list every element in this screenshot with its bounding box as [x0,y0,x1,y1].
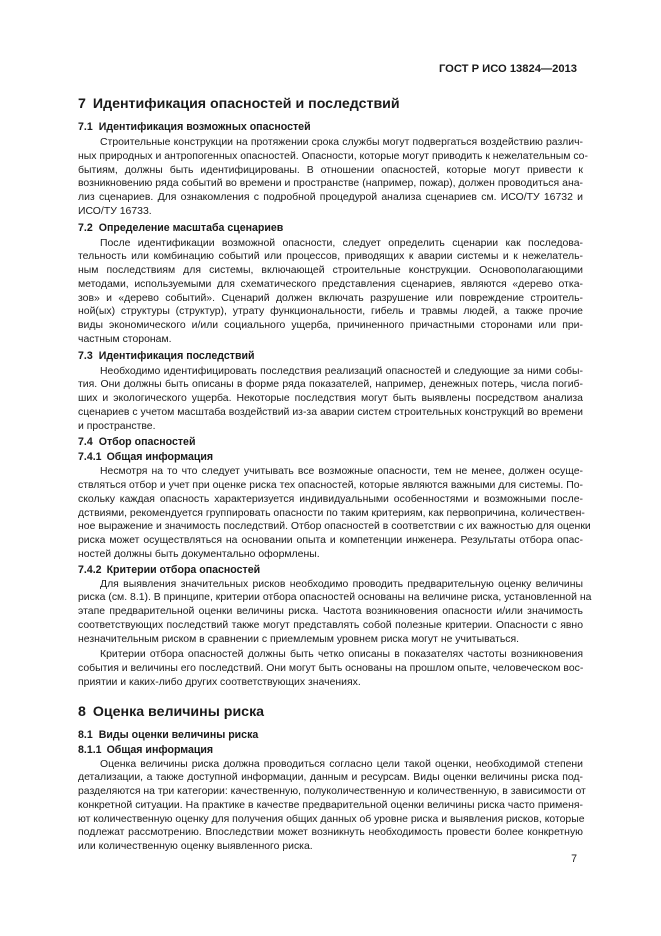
subsection-title: Определение масштаба сценариев [98,221,284,234]
section-8-heading [78,703,583,721]
section-title: Идентификация опасностей и последствий [92,96,400,112]
subsection-number: 7.3 [78,349,93,362]
text-line: тия. Они должны быть описаны в форме ряда показателей, например, денежных потерь, числа погиб- [78,379,583,391]
text-line: незначительным риском в сравнении с приемлемым уровнем риска могут не учитываться. [78,633,520,645]
text-line: тельность или комбинацию событий или процессов, приводящих к аварии системы и к нежелатель- [78,251,583,263]
text-line: После идентификации возможной опасности, следует определить сценарии как последова- [100,237,583,249]
text-line: бытиям, должны быть идентифицированы. В отношении опасностей, которые могут привести к [78,164,583,176]
text-line: подлежат рассмотрению. Впоследствии может возникнуть необходимость провести более конкретную [78,827,583,839]
text-line: Для выявления значительных рисков необходимо проводить предварительную оценку величины [100,578,583,590]
clause-title: Общая информация [106,743,214,756]
text-line: дствиями, рекомендуется группировать опасности по таким критериям, как первопричина, количествен- [78,507,585,519]
section-title: Оценка величины риска [92,703,265,720]
text-line: скольку каждая опасность характеризуется индивидуальными особенностями и возможными послe- [78,493,583,505]
text-line: риска (см. 8.1). В принципе, критерии отбора опасностей основаны на величине риска, установленной на [78,592,592,604]
section-number: 8 [78,703,86,720]
subsection-7-1-heading [78,121,583,134]
text-line: ствляться отбор и учет при оценке риска тех опасностей, которые являются важными для системы. По- [78,480,583,491]
section-7-heading [78,95,583,113]
paragraph-7-1 [78,136,588,219]
text-line: Необходимо идентифицировать последствия реализаций опасностей и следующие за ними собы- [100,365,583,377]
text-line: методами, используемыми для схематического представления сценариев, являются «дерево отка- [78,278,583,290]
clause-8-1-1-heading [78,744,583,757]
text-line: ИСО/ТУ 16733. [78,205,152,217]
standard-header: ГОСТ Р ИСО 13824—2013 [438,63,577,75]
paragraph-7-4-2-b [78,648,583,689]
text-line: Критерии отбора опасностей должны быть четко описаны в показателях частоты возникновения [100,649,583,661]
paragraph-7-4-1 [78,465,591,561]
subsection-title: Идентификация возможных опасностей [98,121,311,133]
text-line: соответствующих последствий также могут представлять собой полезные критерии. Опасности с явно [78,619,583,631]
paragraph-8-1-1 [78,758,586,854]
text-line: виды экономического и/или социального ущерба, причиненного причастными сторонами или при- [78,320,583,331]
text-line: ших и экологического ущерба. Некоторые последствия могут быть выявлены посредством анализа [78,393,583,404]
text-line: приятии и каких-либо других соответствующих значениях. [78,676,361,688]
paragraph-7-3 [78,365,583,434]
clause-7-4-2-heading [78,564,583,577]
text-line: возникновению ряда событий во времени и пространстве (например, пожар), должен проводиться ана- [78,178,583,190]
paragraph-7-2 [78,237,583,347]
text-line: лиз сценариев. Для ознакомления с подробной процедурой анализа сценариев см. ИСО/ТУ 16732 и [78,192,583,203]
text-line: ных природных и антропогенных опасностей. Опасности, которые могут приводить к нежелательным со- [78,150,588,162]
subsection-number: 7.2 [78,221,93,234]
subsection-number: 7.4 [78,436,93,449]
text-line: частным сторонам. [78,333,172,345]
page-content [78,95,592,856]
text-line: Оценка величины риска должна проводиться согласно цели такой оценки, необходимой степени [100,758,583,770]
subsection-7-4-heading [78,436,583,449]
subsection-7-2-heading [78,222,583,235]
text-line: Строительные конструкции на протяжении срока службы могут подвергаться воздействию различ- [100,137,583,148]
page-number: 7 [571,853,577,865]
text-line: и пространстве. [78,420,156,432]
paragraph-7-4-2-a [78,578,592,647]
text-line: риска может осуществляться на основании опыта и компетенции инженера. Результаты отбора опас- [78,535,583,546]
clause-number: 7.4.2 [78,563,102,576]
text-line: разделяются на три категории: качественную, полуколичественную и количественную, в зависимости от [78,786,586,797]
clause-number: 7.4.1 [78,451,102,464]
text-line: зов» и «дерево событий». Сценарий должен включать разрушение или повреждение строитель- [78,292,583,304]
subsection-title: Виды оценки величины риска [98,728,259,741]
text-line: ностей должны быть документально оформлены. [78,548,320,560]
clause-number: 8.1.1 [78,743,102,756]
subsection-7-3-heading [78,350,583,363]
section-number: 7 [78,96,86,112]
text-line: Несмотря на то что следует учитывать все возможные опасности, тем не менее, должен осуще- [100,466,583,478]
subsection-number: 7.1 [78,121,93,133]
text-line: конкретной ситуации. На практике в качестве предварительной оценки величины риска часто применя- [78,799,583,811]
text-line: события и величины его последствий. Они могут быть основаны на прошлом опыте, человеческом вос- [78,663,584,674]
clause-title: Общая информация [106,451,214,464]
text-line: ное выражение и значимость последствий. Отбор опасностей в соответствии с их важностью для оценки [78,521,591,533]
subsection-8-1-heading [78,729,583,742]
subsection-title: Идентификация последствий [98,349,255,362]
subsection-number: 8.1 [78,728,93,741]
text-line: сценариев с учетом масштаба воздействий из-за аварии систем строительных конструкций во времени [78,406,583,418]
text-line: или количественную оценку выявленного риска. [78,841,313,852]
text-line: ют количественную оценку для получения общих данных об уровне риска и выявления рисков, которые [78,813,585,825]
text-line: этапе предварительной оценки величины риска. Частота возникновения опасности и/или значимость [78,606,583,617]
text-line: ным последствиям для системы, включающей строительные конструкции. Основополагающими [78,265,583,276]
text-line: детализации, а также доступной информации, данным и ресурсам. Виды оценки величины риска под- [78,772,583,784]
clause-7-4-1-heading [78,451,583,464]
text-line: ной(ых) структуры (структур), утрату функциональности, гибель и травмы людей, а также прочие [78,306,583,318]
clause-title: Критерии отбора опасностей [106,563,261,576]
subsection-title: Отбор опасностей [98,436,196,449]
